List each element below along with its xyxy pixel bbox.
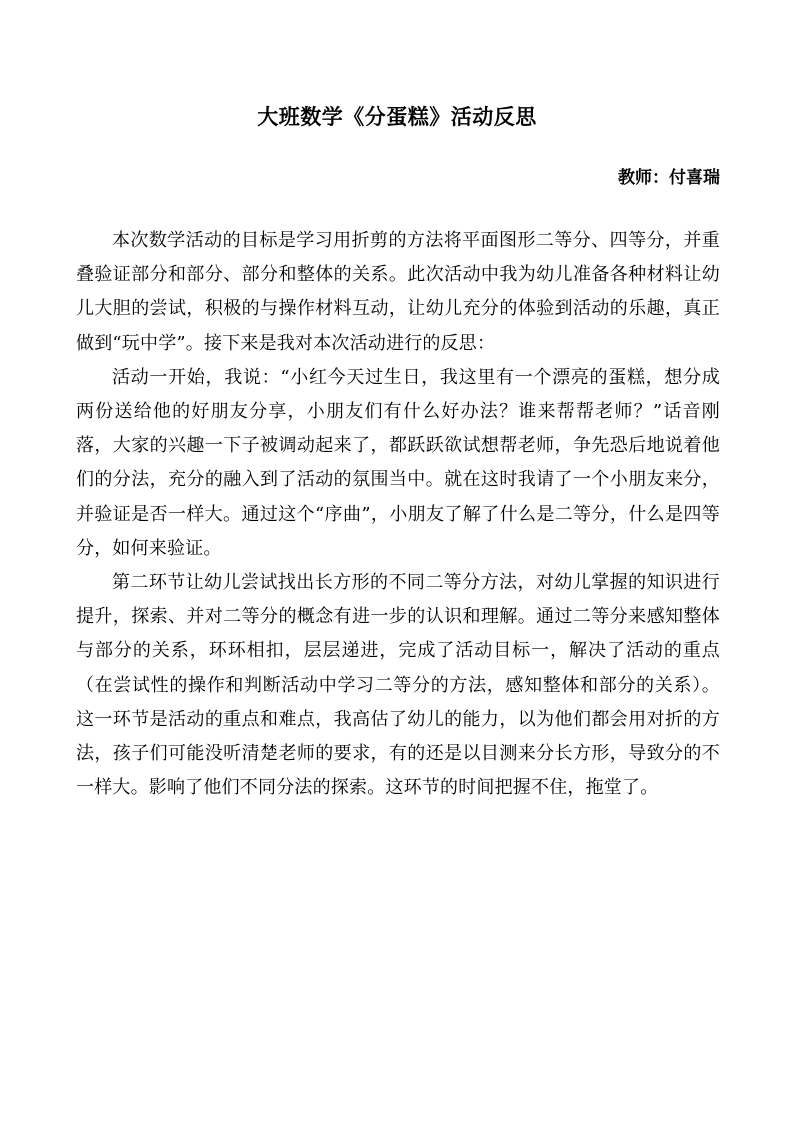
paragraph-second-stage: 第二环节让幼儿尝试找出长方形的不同二等分方法，对幼儿掌握的知识进行提升，探索、并对二等分的概念有进一步的认识和理解。通过二等分来感知整体与部分的关系，环环相扣，层层递进，完成了活动目标一，解决了活动的重点（在尝试性的操作和判断活动中学习二等分的方法，感知整体和部分的关系）。这一环节是活动的重点和难点，我高估了幼儿的能力，以为他们都会用对折的方法，孩子们可能没听清楚老师的要求，有的还是以目测来分长方形，导致分的不一样大。影响了他们不同分法的探索。这环节的时间把握不住，拖堂了。 [76,572,720,799]
document-title: 大班数学《分蛋糕》活动反思 [257,104,537,129]
paragraph-opening: 活动一开始，我说：“小红今天过生日，我这里有一个漂亮的蛋糕，想分成两份送给他的好朋友分享，小朋友们有什么好办法？谁来帮帮老师？”话音刚落，大家的兴趣一下子被调动起来了，都跃跃欲试想帮老师，争先恐后地说着他们的分法，充分的融入到了活动的氛围当中。就在这时我请了一个小朋友来分，并验证是否一样大。通过这个“序曲”，小朋友了解了什么是二等分，什么是四等分，如何来验证。 [76,366,720,559]
document-body [76,224,720,805]
paragraph-intro: 本次数学活动的目标是学习用折剪的方法将平面图形二等分、四等分，并重叠验证部分和部分、部分和整体的关系。此次活动中我为幼儿准备各种材料让幼儿大胆的尝试，积极的与操作材料互动，让幼儿充分的体验到活动的乐趣，真正做到“玩中学”。接下来是我对本次活动进行的反思： [76,230,720,354]
author-line: 教师：付喜瑞 [618,168,720,188]
